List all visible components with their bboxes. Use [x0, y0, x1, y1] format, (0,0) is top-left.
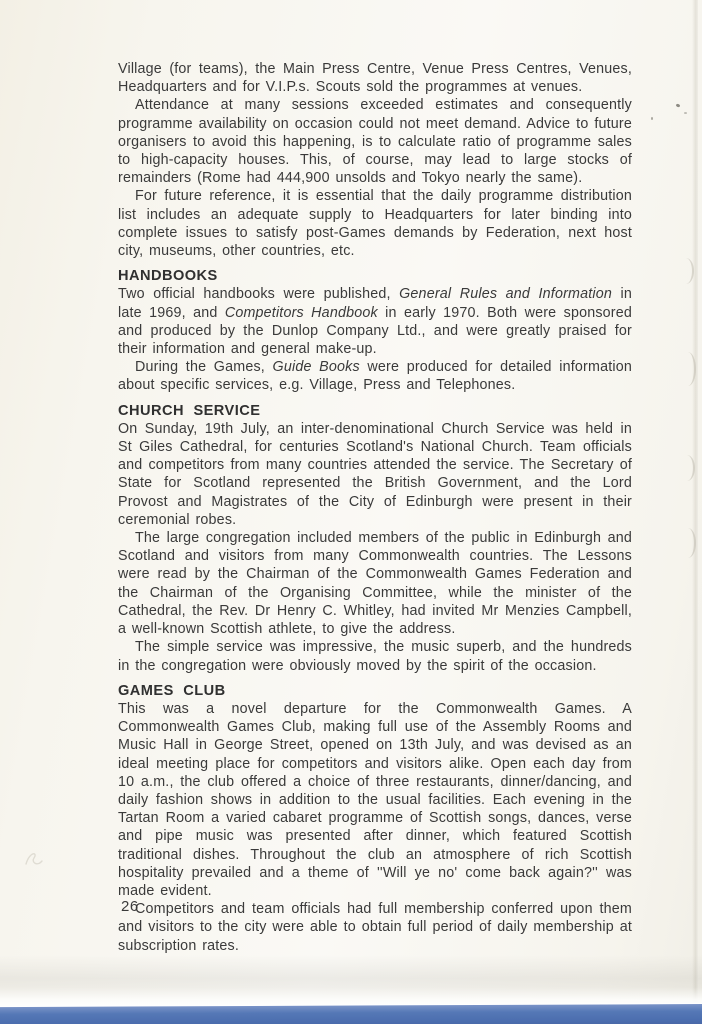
- italic-title: Guide Books: [272, 359, 360, 376]
- paragraph: [118, 420, 632, 529]
- section-heading-handbooks: HANDBOOKS: [118, 268, 218, 285]
- text-run: were produced for detailed information about specific services, e.g. Village, Press and Telephones.: [118, 359, 632, 394]
- text-run: Attendance at many sessions exceeded estimates and consequently programme availability on occasion could not meet demand. Advice to future organisers to avoid this happening, is to calculate ratio of programme sales to high-capacity houses. This, of course, may lead to large stocks of remainders (Rome had 444,900 unsolds and Tokyo nearly the same).: [118, 97, 632, 187]
- text-run: Two official handbooks were published,: [118, 286, 400, 303]
- paper-speck: [651, 117, 653, 120]
- text-run: On Sunday, 19th July, an inter-denominational Church Service was held in St Giles Cathedral, for centuries Scotland's National Church. Team officials and competitors from many countries attended the service. The Secretary of State for Scotland represented the British Government, and the Lord Provost and Magistrates of the City of Edinburgh were present in their ceremonial robes.: [118, 420, 632, 528]
- text-run: The large congregation included members of the public in Edinburgh and Scotland and visitors from many Commonwealth countries. The Lessons were read by the Chairman of the Commonwealth Games Federation and the Chairman of the Organising Committee, while the minister of the Cathedral, the Rev. Dr Henry C. Whitley, had invited Mr Menzies Campbell, a well-known Scottish athlete, to give the address.: [118, 530, 632, 638]
- paragraph: [118, 529, 632, 638]
- text-run: Competitors and team officials had full membership conferred upon them and visitors to the city were able to obtain full period of daily membership at subscription rates.: [118, 901, 632, 954]
- paragraph: [118, 638, 632, 674]
- paragraph: [118, 700, 632, 900]
- page-edge: [692, 0, 698, 1002]
- text-run: in early 1970. Both were sponsored and produced by the Dunlop Company Ltd., and were greatly praised for their information and general make-up.: [118, 304, 633, 358]
- paragraph: [118, 96, 632, 187]
- section-heading-games-club: GAMES CLUB: [118, 682, 226, 699]
- pencil-mark: [22, 848, 48, 872]
- page-edge-curl: [680, 528, 696, 558]
- page-edge-curl: [678, 258, 694, 284]
- page-number: 26: [121, 898, 139, 915]
- paragraph: [118, 285, 632, 358]
- text-run: For future reference, it is essential that the daily programme distribution list includes an adequate supply to Headquarters for later binding into complete issues to satisfy post-Games demands by Federation, next host city, museums, other countries, etc.: [118, 188, 632, 260]
- section-heading-church-service: CHURCH SERVICE: [118, 402, 261, 419]
- paragraph: [118, 60, 632, 96]
- page-body: [118, 60, 632, 955]
- italic-title: Competitors Handbook: [224, 304, 378, 321]
- text-run: Village (for teams), the Main Press Centre, Venue Press Centres, Venues, Headquarters and for V.I.P.s. Scouts sold the programmes at venues.: [118, 61, 632, 96]
- page-bottom-shadow: [0, 955, 702, 1007]
- paper-speck: [684, 112, 687, 114]
- text-run: This was a novel departure for the Commonwealth Games. A Commonwealth Games Club, making full use of the Assembly Rooms and Music Hall in George Street, opened on 13th July, and was devised as an ideal meeting place for competitors and visitors alike. Open each day from 10 a.m., the club offered a choice of three restaurants, dinner/dancing, and daily fashion shows in addition to the usual facilities. Each evening in the Tartan Room a varied cabaret programme of Scottish songs, dances, verse and pipe music was presented after dinner, which featured Scottish traditional dishes. Throughout the club an atmosphere of rich Scottish hospitality prevailed and a theme of ''Will ye no' come back again?'' was made evident.: [118, 700, 632, 899]
- paragraph: [118, 187, 632, 260]
- text-run: The simple service was impressive, the music superb, and the hundreds in the congregation were obviously moved by the spirit of the occasion.: [118, 639, 632, 674]
- paragraph: [118, 900, 632, 955]
- paper-speck: [676, 103, 681, 107]
- italic-title: General Rules and Information: [399, 286, 613, 303]
- page-edge-curl: [679, 455, 695, 481]
- page-edge-curl: [680, 352, 696, 386]
- book-cover-edge: [0, 1004, 702, 1024]
- text-run: in late 1969, and: [118, 286, 632, 321]
- text-run: During the Games,: [135, 359, 273, 376]
- paragraph: [118, 358, 632, 394]
